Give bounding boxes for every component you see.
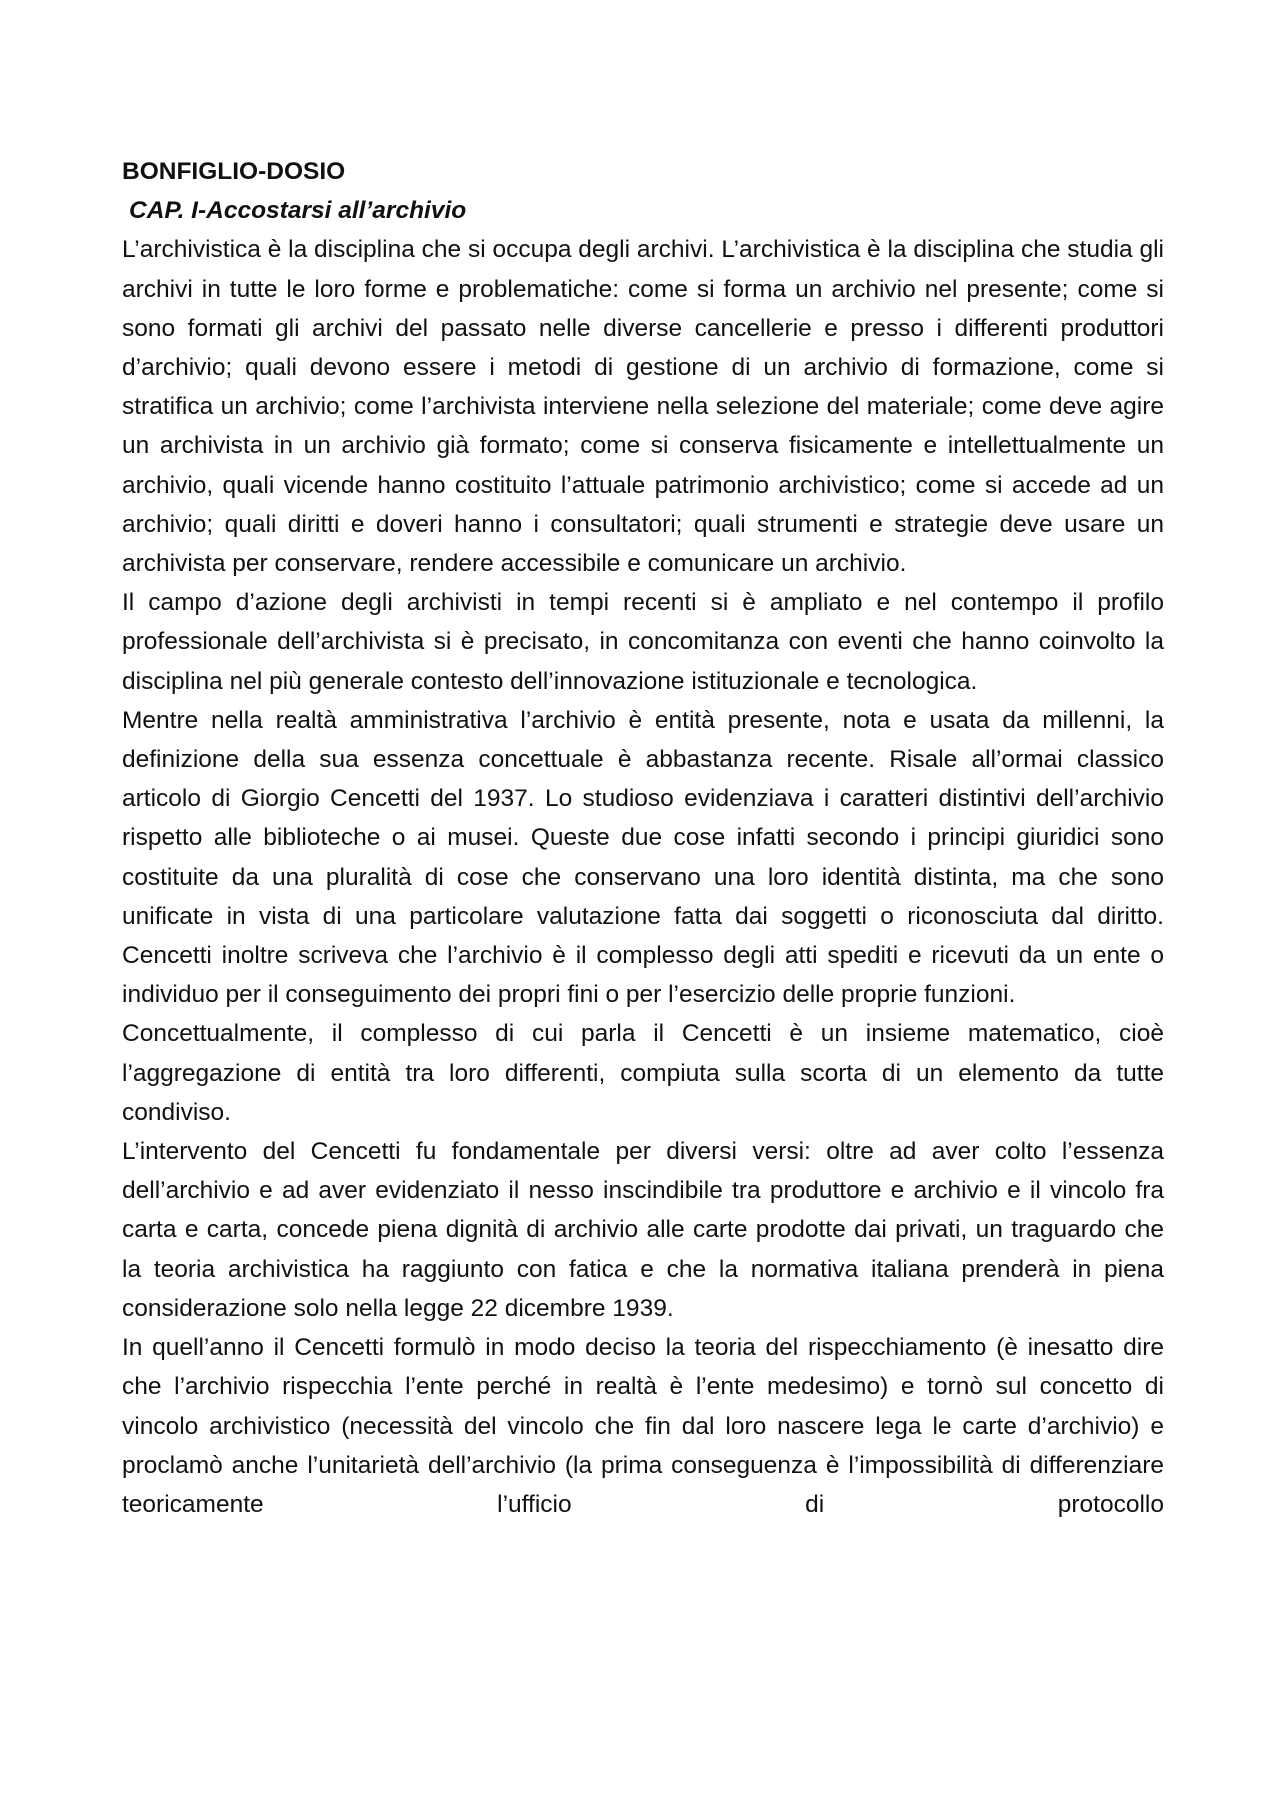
body-paragraph: Mentre nella realtà amministrativa l’archivio è entità presente, nota e usata da millenni, la definizione della sua essenza concettuale è abbastanza recente. Risale all’ormai classico articolo di Giorgio Cencetti del 1937. Lo studioso evidenziava i caratteri distintivi dell’archivio rispetto alle biblioteche o ai musei. Queste due cose infatti secondo i principi giuridici sono costituite da una pluralità di cose che conservano una loro identità distinta, ma che sono unificate in vista di una particolare valutazione fatta dai soggetti o riconosciuta dal diritto. Cencetti inoltre scriveva che l’archivio è il complesso degli atti spediti e ricevuti da un ente o individuo per il conseguimento dei propri fini o per l’esercizio delle proprie funzioni.	[122, 706, 1164, 1009]
body-paragraph: L’intervento del Cencetti fu fondamentale per diversi versi: oltre ad aver colto l’essenza dell’archivio e ad aver evidenziato il nesso inscindibile tra produttore e archivio e il vincolo fra carta e carta, concede piena dignità di archivio alle carte prodotte dai privati, un traguardo che la teoria archivistica ha raggiunto con fatica e che la normativa italiana prenderà in piena considerazione solo nella legge 22 dicembre 1939.	[122, 1138, 1164, 1322]
body-paragraph: Il campo d’azione degli archivisti in tempi recenti si è ampliato e nel contempo il profilo professionale dell’archivista si è precisato, in concomitanza con eventi che hanno coinvolto la disciplina nel più generale contesto dell’innovazione istituzionale e tecnologica.	[122, 589, 1164, 695]
body-paragraph: L’archivistica è la disciplina che si occupa degli archivi. L’archivistica è la disciplina che studia gli archivi in tutte le loro forme e problematiche: come si forma un archivio nel presente; come si sono formati gli archivi del passato nelle diverse cancellerie e presso i differenti produttori d’archivio; quali devono essere i metodi di gestione di un archivio di formazione, come si stratifica un archivio; come l’archivista interviene nella selezione del materiale; come deve agire un archivista in un archivio già formato; come si conserva fisicamente e intellettualmente un archivio, quali vicende hanno costituito l’attuale patrimonio archivistico; come si accede ad un archivio; quali diritti e doveri hanno i consultatori; quali strumenti e strategie deve usare un archivista per conservare, rendere accessibile e comunicare un archivio.	[122, 236, 1164, 578]
body-paragraph: Concettualmente, il complesso di cui parla il Cencetti è un insieme matematico, cioè l’aggregazione di entità tra loro differenti, compiuta sulla scorta di un elemento da tutte condiviso.	[122, 1020, 1164, 1126]
chapter-title: CAP. I-Accostarsi all’archivio	[129, 197, 467, 225]
author-heading: BONFIGLIO-DOSIO	[122, 158, 346, 185]
document-page	[122, 152, 1164, 1524]
body-paragraph: In quell’anno il Cencetti formulò in modo deciso la teoria del rispecchiamento (è inesatto dire che l’archivio rispecchia l’ente perché in realtà è l’ente medesimo) e tornò sul concetto di vincolo archivistico (necessità del vincolo che fin dal loro nascere lega le carte d’archivio) e proclamò anche l’unitarietà dell’archivio (la prima conseguenza è l’impossibilità di differenziare teoricamente l’ufficio di protocollo	[122, 1334, 1164, 1518]
